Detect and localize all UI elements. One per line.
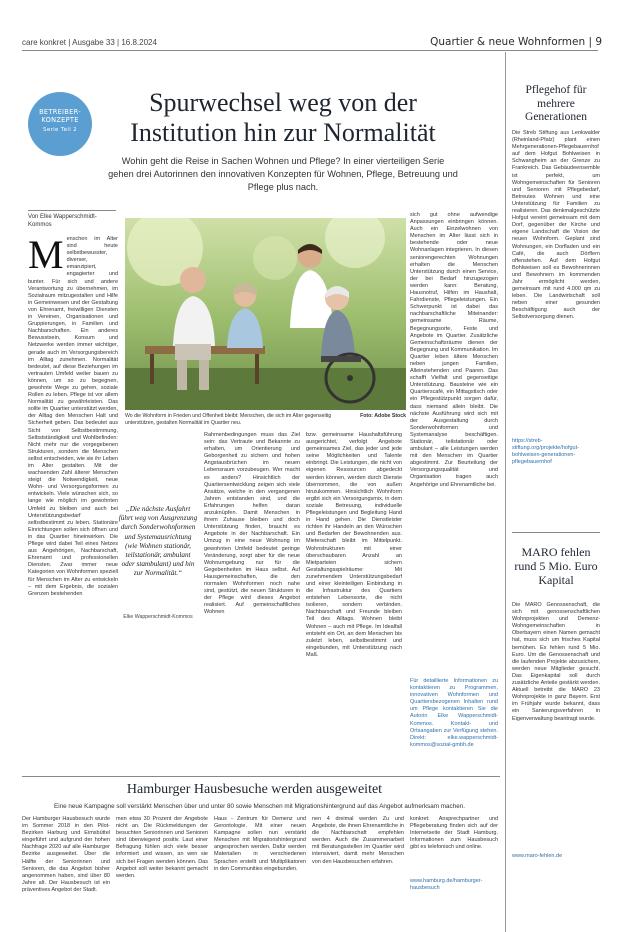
article-lead: Wohin geht die Reise in Sachen Wohnen und Pflege? In einer vierteiligen Serie gehen drei Autorinnen den innovativen Konzepten für Wohnen, Pflege, Betreuung und Pflege plus nach. — [108, 156, 458, 192]
sidebar-link-pflegehof[interactable]: https://streb-stiftung.org/projekte/hofgut-bohlweisen-generationen-pflegebauernhof — [512, 438, 579, 466]
seniors-photo-illustration — [125, 218, 406, 410]
article-column-3: bzw. gemeinsame Haushaltsführung ausgerichtet, verfolgt Angebote gemeinsames Ziel, das jeder und jede seine Möglichkeiten und Talente einbringt. Die Leistungen, die nicht von eigenen Ressourcen abgedeckt werden können, werden durch Dienste übernommen, die von außen hinzukommen. Hinsichtlich Wohnform ergibt sich ein Versorgungsmix, in dem soziale Betreuung, individuelle Pflegeleistungen und Begleitung Hand in Hand gehen. Die Dienstleister richten ihr Handeln an den Wünschen und Bedarfen der Bewohnenden aus. Mieterschaft bleibt im Mittelpunkt. Wohnstrukturen mit einer überschaubaren Anzahl an Mietparteien sichern Gestaltungsspielräume: Mit zunehmendem Unterstützungsbedarf und einer kleinteiligen Einbindung in die Infrastruktur des Quartiers entstehen Lebensorte, die nicht isolieren, sondern verbinden. Nachbarschaft und Freunde bleiben Teil des Alltags. Wohnen bleibt Wohnen – auch mit Pflege. Im Idealfall entsteht ein Ort, an dem Menschen bis zuletzt leben, selbstbestimmt und eingebunden, mit Unterstützung nach Maß. — [306, 432, 402, 658]
sidebar-text-pflegehof: Die Streb Stiftung aus Lenkwalder (Rheinland-Pfalz) plant einen Mehrgenerationen-Pflegebauernhof auf dem Hofgut Bohlweisen in Schwangheim an der Grenze zu Frankreich. Das Gebäudeensemble ist perfekt, um Wohngemeinschaften für Senioren und Senioren mit Pflegebedarf, Betreutes Wohnen und eine Unterstützung für Familien zu realisieren. Das denkmalgeschützte Hofgut vereint gemeinsam mit dem Dorf, gegenüber der Kirche und eigene Landschaft die Vision der neuen Wohnform. Geplant sind Wohnungen, ein Dorfladen und ein Café, die auch Dörflern offenstehen. Auf dem Hofgut Bohlweisen soll es Bewohnerinnen und Bewohnern im kommenden Jahr ermöglicht werden, gemeinsam mit rund 4.000 qm zu leben. Die Landwirtschaft soll neben einer gesunden Beschäftigung auch der Selbstversorgung dienen. — [512, 130, 600, 321]
sidebar-rule — [512, 532, 600, 533]
sidebar-title-pflegehof: Pflegehof für mehrere Generationen — [525, 84, 587, 123]
sidebar-link-maro[interactable]: www.maro-fehlen.de — [512, 853, 563, 859]
byline-rule — [28, 210, 116, 211]
bottom-article-lead: Eine neue Kampagne soll verstärkt Menschen über und unter 80 sowie Menschen mit Migrationshintergrund auf das Angebot aufmerksam machen. — [54, 803, 465, 810]
bottom-column-2: men etwa 30 Prozent der Angebote nicht an. Die Rückmeldungen der besuchten Seniorinnen und Senioren sind überwiegend positiv. Laut einer Befragung fühlen sich viele besser informiert und wissen, an wen sie sich bei Fragen wenden können. Das Angebot soll weiter bekannt gemacht werden. — [116, 816, 208, 879]
dropcap: M — [28, 236, 64, 277]
photo-caption: Wo die Wohnform in Frieden und Offenheit bleibt: Menschen, die sich im Alter gegenseitig unterstützen, gestalten Normalität im Quartier neu. — [125, 413, 332, 426]
article-column-4: sich gut ohne aufwendige Anpassungen einbringen können. Auch ein Einzelwohnen von Menschen im Alter lässt sich in bestehende oder neue Wohnanlagen integrieren. In diesen seniorengerechten Wohnungen erhalten die Menschen Unterstützung durch einen Service, der bei Bedarf hinzugezogen werden kann: Beratung, Hausnotruf, Hilfen im Haushalt, Fahrdienste, Pflegeleistungen. Ein Schwerpunkt ist dabei das nachbarschaftliche Miteinander: gemeinsame Räume, Begegnungsorte, Feste und Angebote im Quartier. Zusätzliche Gemeinschaftsräume dienen der Begegnung und Kommunikation. Im Quartier leben ältere Menschen neben jungen Familien, Alleinstehenden und Paaren. Das schafft Vielfalt und gegenseitige Unterstützung. Bausteine wie ein Quartierscafé, ein Mittagstisch oder ein Pflegestützpunkt sorgen dafür, dass niemand allein bleibt. Die nächste Ausführung wird sich mit der Ausgestaltung durch Sonderwohnformen und Systemanalyse beschäftigen. Stationär, teilstationär oder ambulant – alle Leistungen werden mit den Menschen im Quartier abgestimmt. Zur Beurteilung der Versorgungsqualität und Organisation tragen auch Angehörige und Ehrenamtliche bei. — [410, 212, 498, 488]
bottom-link[interactable]: www.hamburg.de/hamburger-hausbesuch — [410, 878, 483, 892]
article-column-1 — [28, 236, 118, 774]
bottom-rule — [22, 776, 500, 777]
article-title: Spurwechsel weg von der Institution hin zur Normalität — [130, 88, 436, 147]
badge-line3: Serie Teil 2 — [42, 127, 78, 133]
issue-info: care konkret | Ausgabe 33 | 16.8.2024 — [22, 38, 157, 47]
article-photo — [125, 218, 406, 410]
bottom-column-5: konkret: Ansprechpartner und Pflegeberatung finden sich auf der Internetseite der Stadt Hamburg. Informationen zum Hausbesuch gibt es telefonisch und online. — [410, 816, 498, 851]
bottom-column-3: Haus - Zentrum für Demenz und Gerontologie. Mit einer neuen Kampagne sollen nun verstärkt Menschen mit Migrationshintergrund angesprochen werden. Dafür werden Materialien in verschiedenen Sprachen erstellt und Multiplikatoren in den Communities eingebunden. — [214, 816, 306, 872]
byline: Von Elke Wapperschmidt-Kommos — [28, 214, 97, 228]
sidebar-divider — [505, 52, 506, 932]
series-badge — [28, 92, 92, 156]
pull-quote-source: Elke Wapperschmidt-Kommos — [123, 614, 193, 620]
sidebar-text-maro: Die MARO Genossenschaft, die sich mit genossenschaftlichen Wohnprojekten und Demenz-Wohngemeinschaften in Oberbayern einen Namen gemacht hat, muss sich um frisches Kapital bemühen. Es fehlen rund 5 Mio. Euro. Um die Genossenschaft und die laufenden Projekte abzusichern, werden neue Mitglieder gesucht. Das Eigenkapital soll durch zusätzliche Anteile gestärkt werden. Aktuell betreibt die MARO 23 Wohnprojekte in ganz Bayern. Erst im Frühjahr wurde bekannt, dass ein Sanierungsverfahren in Eigenverwaltung beantragt wurde. — [512, 602, 600, 722]
sidebar-title-maro: MARO fehlen rund 5 Mio. Euro Kapital — [514, 545, 598, 587]
header-rule — [22, 50, 598, 51]
bottom-article-title: Hamburger Hausbesuche werden ausgeweitet — [126, 782, 383, 797]
article-column-2: Rahmenbedingungen muss das Ziel sein: das Vertraute und Bekannte zu erhalten, um Orientierung und Geborgenheit zu sichern und hohen Angstausbrüchen im neuen Lebensraum vorzubeugen. Wer macht es anders? Hinsichtlich der Quartiersentwicklung zeigen sich viele Ansätze, welche in den vergangenen Jahren entstanden sind, und die Erfahrungen helfen daran anzuknüpfen. Damit Menschen in ihrem Zuhause bleiben und doch Unterstützung finden, braucht es Angebote in der Nachbarschaft. Ein Umzug in eine neue Wohnung im gewohnten Umfeld bedeutet geringe Veränderung, sorgt aber für die neue Wohnumgebung nur für die Gegebenheiten im Haus selbst. Auf Hausgemeinschaften, die den normalen Wohnformen noch nahe sind, gestützt, die neuen Strukturen in der Pflege wird dieses Angebot realisiert. Auf gemeinschaftliches Wohnen — [204, 432, 300, 616]
badge-line1: BETREIBER- — [39, 108, 81, 116]
bottom-column-4: nen 4 dreimal werden Zu und Angebote, die ihnen Ehrenamtliche in die Nachbarschaft empfehlen werden. Auch die Zusammenarbeit mit Beratungsstellen im Quartier wird intensiviert, damit mehr Menschen von den Hausbesuchen erfahren. — [312, 816, 404, 865]
badge-line2: KONZEPTE — [41, 116, 79, 124]
bottom-column-1: Der Hamburger Hausbesuch wurde im Sommer 2018 in den Pilot-Bezirken Harburg und Eimsbüttel eingeführt und aufgrund der hohen Nachfrage 2020 auf alle Hamburger Bezirke ausgeweitet. Über die Hälfte der Seniorinnen und Senioren, die das Angebot bisher angenommen haben, sind über 80 Jahre alt. Der Hausbesuch ist ein präventives Angebot der Stadt. — [22, 816, 110, 893]
section-title: Quartier & neue Wohnformen | 9 — [430, 36, 602, 48]
contact-note: Für detaillierte Informationen zu kontaktieren zu Programmen, innovativen Wohnformen und Quartiersbezogenen Inhalten rund um Pflege kontaktieren Sie die Autorin Elke Wapperschmidt-Kommos. Kontakt- und Ortsangaben zur Verfügung stehen. Direkt: elke.wapperschmidt-kommos@sozial-gmbh.de — [410, 678, 498, 748]
column-1-text: enschen im Alter sind heute selbstbewusster, diverser, emanzipiert, engagierter und bunter. Für sich und andere Verantwortung zu übernehmen, im Sozialraum mitzugestalten und Hilfe in Gemeinwesen und der Gestaltung von Ehrenamt, freiwilligen Diensten in Vereinen, Organisationen und Gruppierungen, in Familien und Nachbarschaften. Ein anderes Bewusstsein, Konsum und Netzwerke werden immer wichtiger, gerade auch im Versorgungsbereich im Alltag zunehmen. Normalität bedeutet, auf diese Beziehungen im vertrauten Umfeld weiter bauen zu können, um so zu begegnen, gewohnte Wege zu gehen, soziale Rollen zu leben. Pflege ist vor allem Normalität zu gewährleisten. Das sollte im Quartier unterstützt werden, der Alltag den Menschen Halt und Sicherheit geben. Das bedeutet aus Sicht von Selbstbestimmung, Selbstständigkeit und Wohlbefinden: Nicht mehr nur die vorgegebenen Strukturen, sondern die Menschen selbst entscheiden, wie sie ihr Leben im Alter gestalten. Mit der wachsenden Zahl älterer Menschen steigt die Notwendigkeit, neue Wohn- und Versorgungsformen zu entwickeln. Viele wünschen sich, so lange wie möglich im gewohnten Umfeld zu bleiben und auch bei Unterstützungsbedarf selbstbestimmt zu leben. Stationäre Einrichtungen sollen sich öffnen und in das Quartier hineinwirken. Die Pflege wird dabei Teil eines Netzes aus Angehörigen, Nachbarschaft, Ehrenamt und professionellen Diensten. Zwar immer neue Kategorien von Wohnformen speziell für Menschen im Alter zu entwickeln – mit dem Ergebnis, die sozialen Grenzen bestehenden — [28, 236, 118, 597]
pull-quote: „Die nächste Ausfahrt führt weg von Ausgrenzung durch Sonderwohnformen und Systemausrichtung (wie Wohnen stationär, teilstationär, ambulant oder stambulant) und hin zur Normalität.“ — [118, 505, 198, 578]
photo-credit: Foto: Adobe Stock — [360, 413, 406, 419]
